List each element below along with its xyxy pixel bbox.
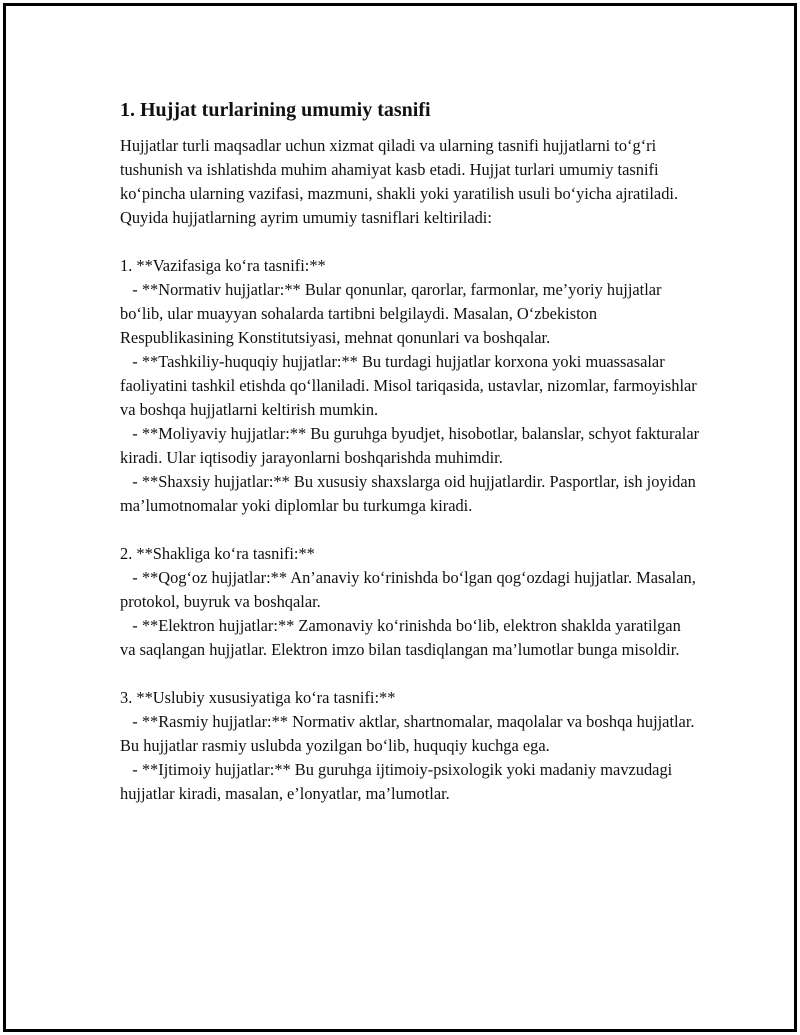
list-item: - **Elektron hujjatlar:** Zamonaviy ko‘rinishda bo‘lib, elektron shaklda yaratilgan va saqlangan hujjatlar. Elektron imzo bilan tasdiqlangan ma’lumotlar bunga misoldir.	[120, 616, 685, 659]
list-item: - **Shaxsiy hujjatlar:** Bu xususiy shaxslarga oid hujjatlardir. Pasportlar, ish joyidan ma’lumotnomalar yoki diplomlar bu turkumga kiradi.	[120, 472, 700, 515]
list-item: - **Ijtimoiy hujjatlar:** Bu guruhga ijtimoiy-psixologik yoki madaniy mavzudagi hujjatlar kiradi, masalan, e’lonyatlar, ma’lumotlar.	[120, 760, 677, 803]
section-heading: 3. **Uslubiy xususiyatiga ko‘ra tasnifi:**	[120, 688, 396, 707]
list-item: - **Normativ hujjatlar:** Bular qonunlar, qarorlar, farmonlar, me’yoriy hujjatlar bo‘lib, ular muayyan sohalarda tartibni belgilaydi. Masalan, O‘zbekiston Respublikasining Konstitutsiyasi, mehnat qonunlari va boshqalar.	[120, 280, 666, 347]
list-item: - **Moliyaviy hujjatlar:** Bu guruhga byudjet, hisobotlar, balanslar, schyot fakturalar kiradi. Ular iqtisodiy jarayonlarni boshqarishda muhimdir.	[120, 424, 704, 467]
intro-paragraph: Hujjatlar turli maqsadlar uchun xizmat qiladi va ularning tasnifi hujjatlarni to‘g‘ri tushunish va ishlatishda muhim ahamiyat kasb etadi. Hujjat turlari umumiy tasnifi ko‘pincha ularning vazifasi, mazmuni, shakli yoki yaratilish usuli bo‘yicha ajratiladi. Quyida hujjatlarning ayrim umumiy tasniflari keltiriladi:	[120, 136, 683, 227]
list-item: - **Tashkiliy-huquqiy hujjatlar:** Bu turdagi hujjatlar korxona yoki muassasalar faoliyatini tashkil etishda qo‘llaniladi. Misol tariqasida, ustavlar, nizomlar, farmoyishlar va boshqa hujjatlarni keltirish mumkin.	[120, 352, 701, 419]
section-vazifasiga	[120, 254, 704, 518]
section-heading: 1. **Vazifasiga ko‘ra tasnifi:**	[120, 256, 326, 275]
document-page	[3, 3, 797, 1032]
document-title: 1. Hujjat turlarining umumiy tasnifi	[120, 99, 431, 121]
document-body	[120, 96, 704, 806]
section-uslubiy	[120, 686, 700, 806]
section-shakliga	[120, 542, 700, 662]
list-item: - **Qog‘oz hujjatlar:** An’anaviy ko‘rinishda bo‘lgan qog‘ozdagi hujjatlar. Masalan, protokol, buyruk va boshqalar.	[120, 568, 700, 611]
list-item: - **Rasmiy hujjatlar:** Normativ aktlar, shartnomalar, maqolalar va boshqa hujjatlar. Bu hujjatlar rasmiy uslubda yozilgan bo‘lib, huquqiy kuchga ega.	[120, 712, 699, 755]
section-heading: 2. **Shakliga ko‘ra tasnifi:**	[120, 544, 315, 563]
